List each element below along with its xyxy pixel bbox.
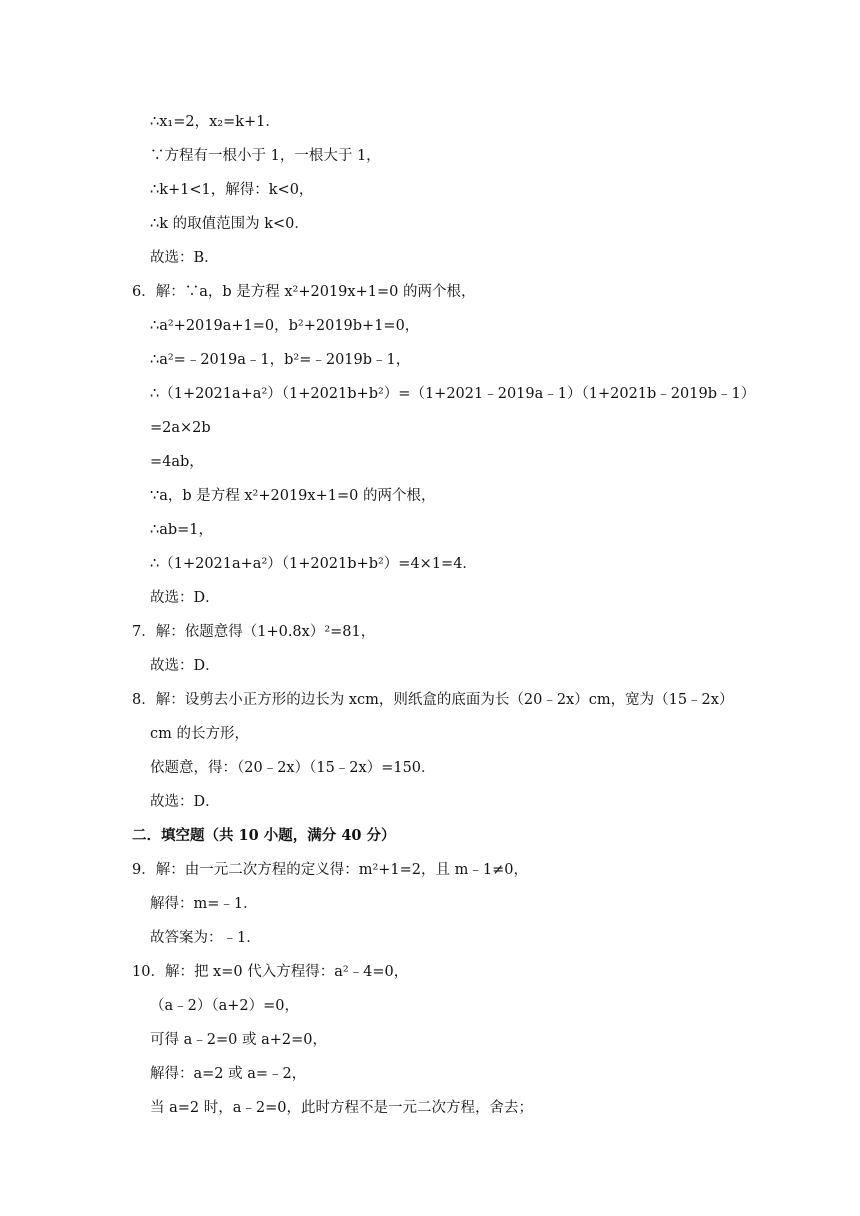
text-line: 当 a=2 时，a﹣2=0，此时方程不是一元二次方程，舍去； <box>150 1100 533 1116</box>
problem-line: 7．解：依题意得（1+0.8x）²=81， <box>132 624 376 640</box>
text-line: ∴k+1<1，解得：k<0， <box>150 182 314 198</box>
text-line: ∴ab=1， <box>150 522 214 538</box>
text-line: ∴a²=﹣2019a﹣1，b²=﹣2019b﹣1， <box>150 352 411 368</box>
text-line: cm 的长方形， <box>150 726 249 742</box>
text-line: 可得 a﹣2=0 或 a+2=0， <box>150 1032 327 1048</box>
problem-line: 6．解：∵a，b 是方程 x²+2019x+1=0 的两个根， <box>132 284 476 300</box>
text-line: ∴a²+2019a+1=0，b²+2019b+1=0， <box>150 318 420 334</box>
text-line: ∴（1+2021a+a²）（1+2021b+b²）=4×1=4． <box>150 556 477 572</box>
text-line: 故选：D． <box>150 590 220 606</box>
text-line: 故选：D． <box>150 658 220 674</box>
text-line: ∴（1+2021a+a²）（1+2021b+b²）=（1+2021﹣2019a﹣1）（1+2021b﹣2019b﹣1） <box>150 386 756 402</box>
problem-line: 8．解：设剪去小正方形的边长为 xcm，则纸盒的底面为长（20﹣2x）cm，宽为（15﹣2x） <box>132 692 734 708</box>
section-heading: 二．填空题（共 10 小题，满分 40 分） <box>132 827 396 844</box>
text-line: 依题意，得：（20﹣2x）（15﹣2x）=150． <box>150 760 436 776</box>
text-line: =2a×2b <box>150 420 211 436</box>
text-line: ∴x₁=2，x₂=k+1． <box>150 114 280 130</box>
text-line: =4ab， <box>150 454 204 470</box>
text-line: 故答案为：﹣1． <box>150 930 261 946</box>
text-line: ∴k 的取值范围为 k<0． <box>150 216 309 232</box>
text-line: 故选：D． <box>150 794 220 810</box>
text-line: 解得：a=2 或 a=﹣2， <box>150 1066 307 1082</box>
text-line: 故选：B． <box>150 250 219 266</box>
text-line: 解得：m=﹣1． <box>150 896 258 912</box>
problem-line: 10．解：把 x=0 代入方程得：a²﹣4=0， <box>132 964 409 980</box>
problem-line: 9．解：由一元二次方程的定义得：m²+1=2，且 m﹣1≠0， <box>132 862 528 878</box>
text-line: ∵方程有一根小于 1，一根大于 1， <box>150 148 381 164</box>
text-line: （a﹣2）（a+2）=0， <box>150 998 300 1014</box>
text-line: ∵a，b 是方程 x²+2019x+1=0 的两个根， <box>150 488 436 504</box>
